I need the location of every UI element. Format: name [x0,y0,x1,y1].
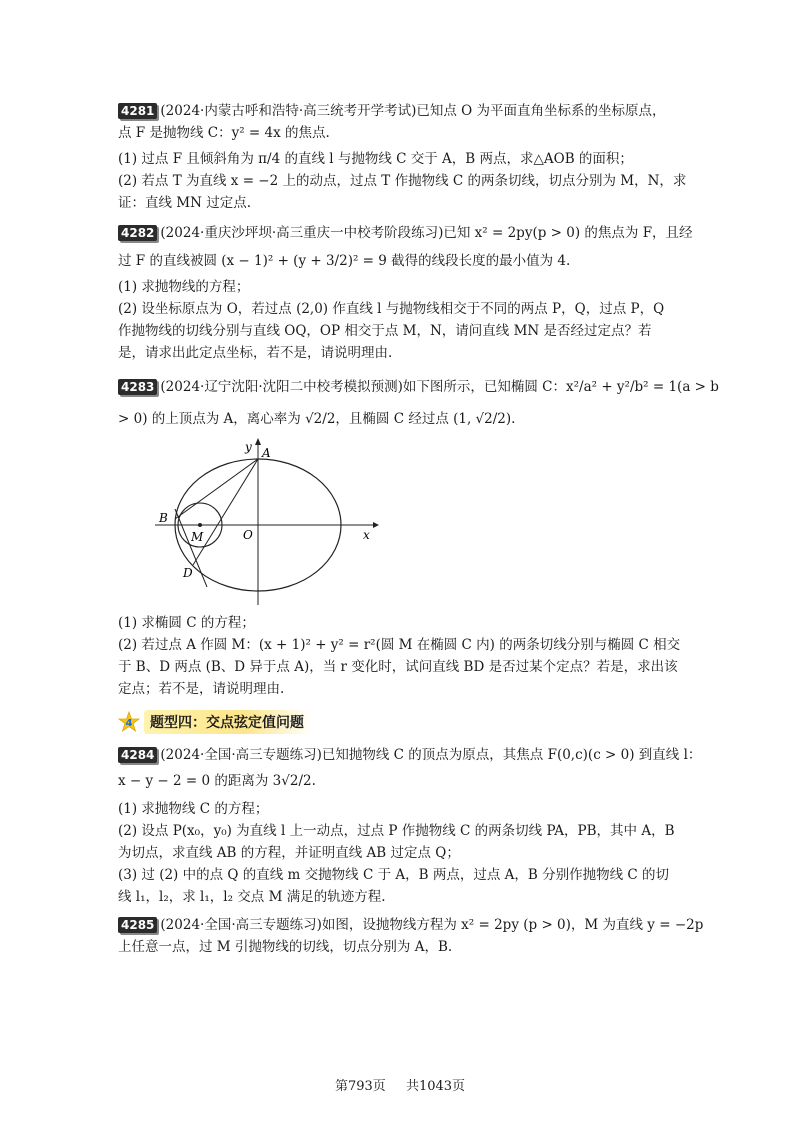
problem-number-badge: 4283 [118,379,157,395]
page-footer [0,1075,800,1094]
page-number: 第793页 [334,1079,386,1094]
star-badge-icon [118,711,140,733]
problem-line: 定点；若不是，请说明理由. [118,681,285,697]
problem-number-badge: 4282 [118,225,157,241]
problem-line: (2) 设坐标原点为 O，若过点 (2,0) 作直线 l 与抛物线相交于不同的两点 P，Q，过点 P，Q [118,301,665,317]
problem-line: 作抛物线的切线分别与直线 OQ，OP 相交于点 M，N，请问直线 MN 是否经过定点？若 [118,323,652,339]
label-b: B [159,511,168,525]
label-a: A [262,446,271,460]
x-axis-arrow [373,522,379,528]
problem-line: 过 F 的直线被圆 (x − 1)² + (y + 3/2)² = 9 截得的线段长度的最小值为 4. [118,253,571,269]
problem-line: (1) 过点 F 且倾斜角为 π/4 的直线 l 与抛物线 C 交于 A，B 两点，求△AOB 的面积； [118,151,633,167]
problem-number-badge: 4284 [118,747,157,763]
problem-line: 线 l₁，l₂，求 l₁，l₂ 交点 M 满足的轨迹方程. [118,889,386,905]
tangent-line-ad [193,459,258,565]
label-y: y [245,440,252,454]
problem-line: 于 B、D 两点 (B、D 异于点 A)，当 r 变化时，试问直线 BD 是否过某个定点？若是，求出该 [118,659,678,675]
page-total: 共1043页 [405,1079,466,1094]
section-heading [118,709,312,735]
label-o: O [243,528,253,542]
label-d: D [183,566,193,580]
problem-line: (2) 若点 T 为直线 x = −2 上的动点，过点 T 作抛物线 C 的两条切线，切点分别为 M，N，求 [118,173,687,189]
problem-text: (2024·内蒙古呼和浩特·高三统考开学考试)已知点 O 为平面直角坐标系的坐标原点， [160,103,666,119]
problem-4281 [118,100,687,214]
problem-text: (2024·辽宁沈阳·沈阳二中校考模拟预测)如下图所示，已知椭圆 C：x²/a² + y²/b² = 1(a > b [160,379,719,395]
center-m-point [198,523,202,527]
problem-line: x − y − 2 = 0 的距离为 3√2/2. [118,773,316,789]
problem-text: (2024·全国·高三专题练习)已知抛物线 C 的顶点为原点，其焦点 F(0,c)(c > 0) 到直线 l： [160,747,702,763]
problem-line: (1) 求抛物线的方程； [118,279,250,295]
problem-4283-questions [118,612,681,700]
problem-number-badge: 4285 [118,917,157,933]
problem-4284 [118,744,702,908]
svg-text:4: 4 [125,718,133,729]
problem-line: (3) 过 (2) 中的点 Q 的直线 m 交抛物线 C 于 A，B 两点，过点 A，B 分别作抛物线 C 的切 [118,867,669,883]
problem-line [118,744,702,766]
problem-line: 点 F 是抛物线 C：y² = 4x 的焦点. [118,125,330,141]
problem-line [118,914,704,936]
problem-line: (1) 求抛物线 C 的方程； [118,801,269,817]
problem-number-badge: 4281 [118,103,157,119]
y-axis-arrow [255,438,261,445]
problem-4283 [118,376,719,430]
problem-line: 是，请求出此定点坐标，若不是，请说明理由. [118,345,393,361]
label-m: M [191,530,204,544]
problem-text: (2024·重庆沙坪坝·高三重庆一中校考阶段练习)已知 x² = 2py(p > 0) 的焦点为 F，且经 [160,225,693,241]
problem-line [118,100,678,122]
label-x: x [363,528,370,542]
problem-line: 为切点，求直线 AB 的方程，并证明直线 AB 过定点 Q； [118,845,460,861]
problem-line: > 0) 的上顶点为 A，离心率为 √2/2，且椭圆 C 经过点 (1, √2/2). [118,411,516,427]
problem-4285 [118,914,704,958]
problem-text: (2024·全国·高三专题练习)如图，设抛物线方程为 x² = 2py (p > 0)，M 为直线 y = −2p [160,917,704,933]
ellipse-figure [145,437,385,607]
problem-line: (2) 设点 P(x₀，y₀) 为直线 l 上一动点，过点 P 作抛物线 C 的两条切线 PA，PB，其中 A，B [118,823,675,839]
problem-line: 证：直线 MN 过定点. [118,195,252,211]
problem-line [118,222,693,244]
problem-4282 [118,222,693,364]
problem-line: (1) 求椭圆 C 的方程； [118,615,255,631]
problem-line: (2) 若过点 A 作圆 M：(x + 1)² + y² = r²(圆 M 在椭圆 C 内) 的两条切线分别与椭圆 C 相交 [118,637,681,653]
section-title: 题型四：交点弦定值问题 [144,710,312,734]
problem-line [118,376,719,398]
problem-line: 上任意一点，过 M 引抛物线的切线，切点分别为 A，B. [118,939,453,955]
